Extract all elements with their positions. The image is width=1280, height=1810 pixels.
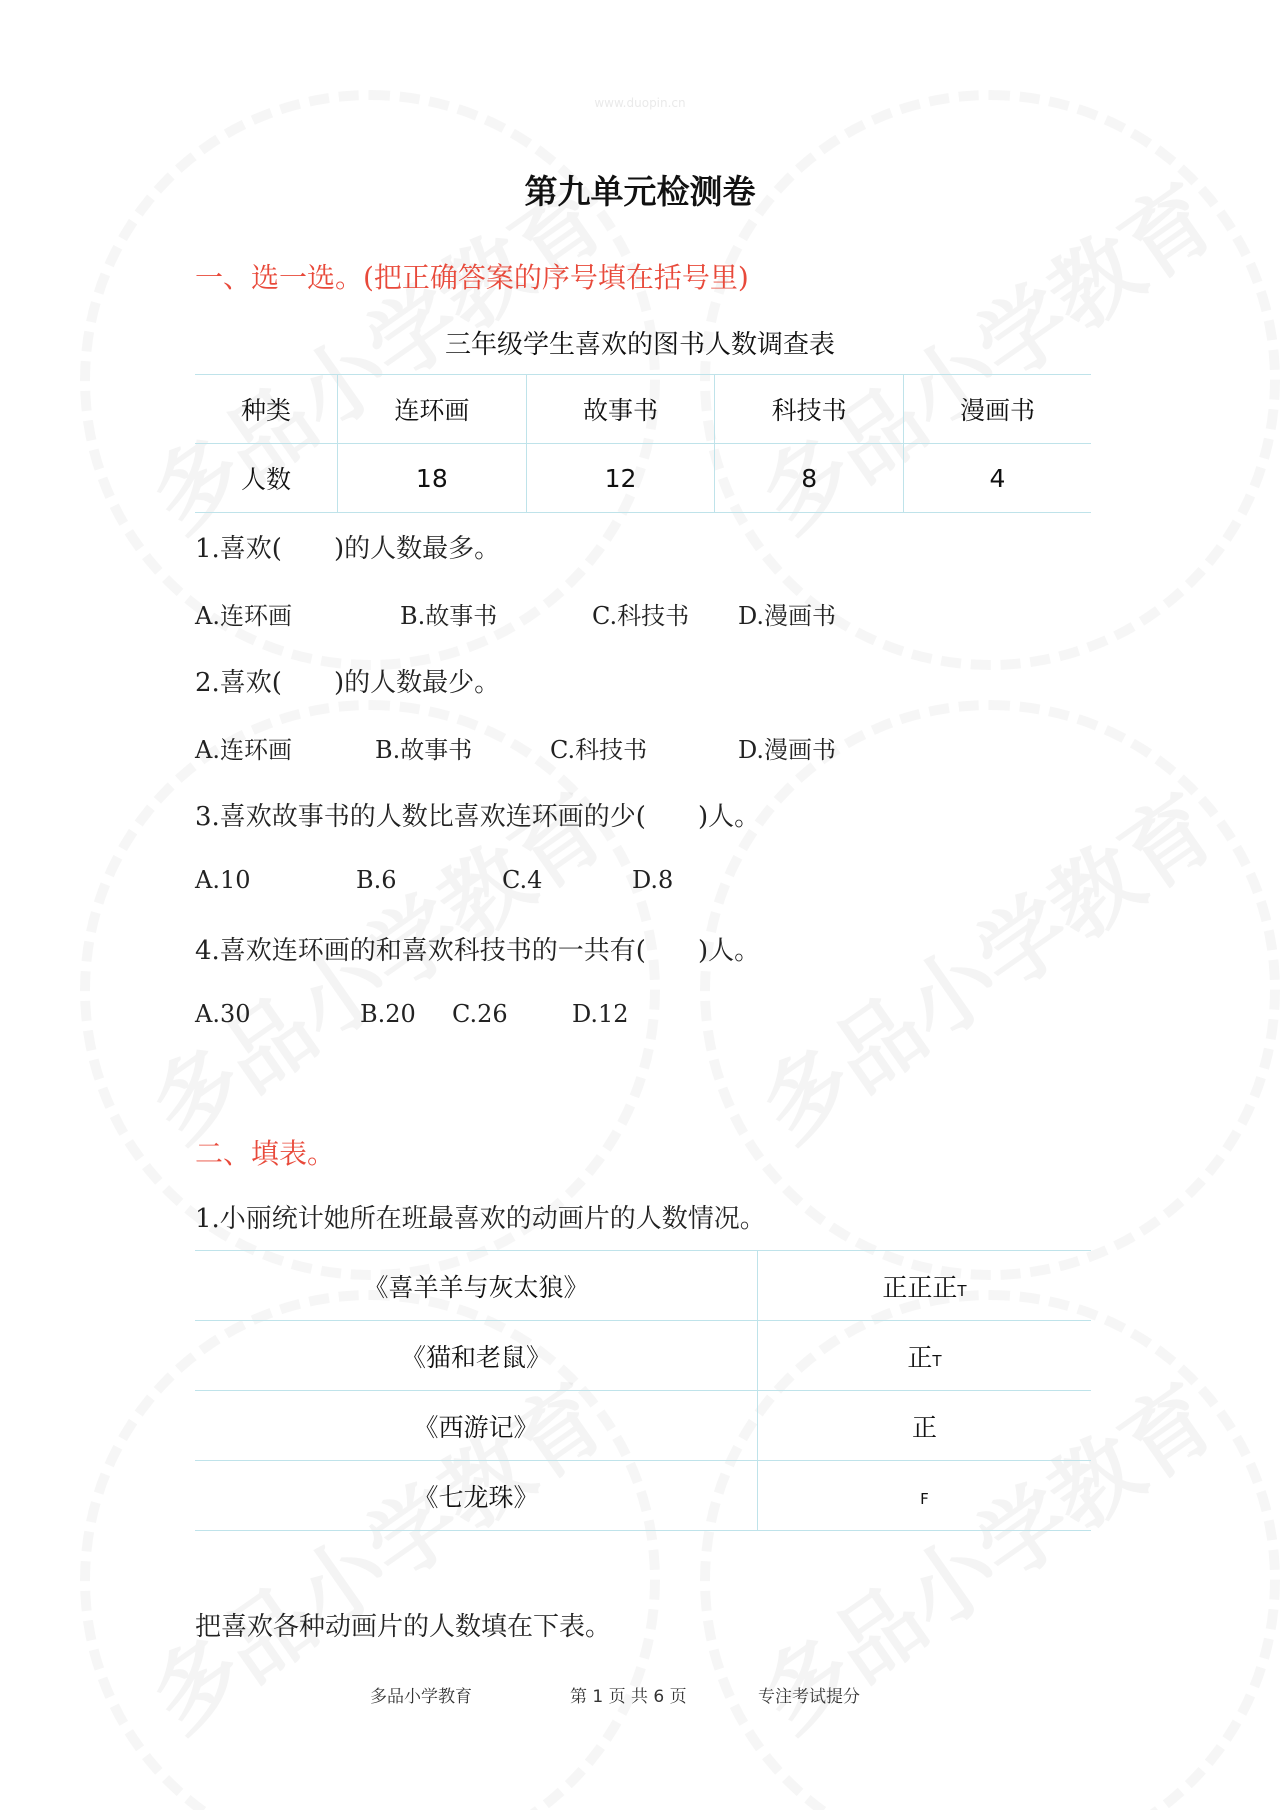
tally-cell [758, 1251, 1092, 1321]
watermark-circle [80, 700, 660, 1280]
q2-option-d: D.漫画书 [738, 736, 837, 764]
table-row [195, 1391, 1091, 1461]
survey-data-cell: 4 [904, 444, 1091, 513]
footer-page-number: 第 1 页 共 6 页 [570, 1687, 687, 1707]
q3-option-d: D.8 [632, 866, 674, 894]
q4-option-d: D.12 [572, 1000, 629, 1028]
table-row [195, 1251, 1091, 1321]
q1-option-d: D.漫画书 [738, 602, 837, 630]
survey-header-cell: 故事书 [526, 375, 715, 444]
survey-header-cell: 漫画书 [904, 375, 1091, 444]
question-4: 4.喜欢连环画的和喜欢科技书的一共有( )人。 [195, 936, 761, 966]
tally-marks: 正 [907, 1342, 933, 1372]
cartoon-name-cell: 《猫和老鼠》 [195, 1321, 758, 1391]
cartoon-name-cell: 《喜羊羊与灰太狼》 [195, 1251, 758, 1321]
q4-option-c: C.26 [452, 1000, 508, 1028]
survey-header-cell: 连环画 [338, 375, 527, 444]
question-2: 2.喜欢( )的人数最少。 [195, 668, 501, 698]
survey-table [195, 374, 1091, 513]
tally-cell [758, 1321, 1092, 1391]
survey-data-cell: 12 [526, 444, 715, 513]
survey-header-cell: 种类 [195, 375, 338, 444]
tally-extra: T [957, 1281, 967, 1300]
footer-right: 专注考试提分 [758, 1687, 860, 1707]
q1-option-a: A.连环画 [195, 602, 292, 630]
q2-option-a: A.连环画 [195, 736, 292, 764]
cartoon-tally-table [195, 1250, 1091, 1531]
q1-option-b: B.故事书 [400, 602, 498, 630]
tally-marks: 正正正 [882, 1272, 958, 1302]
survey-data-cell: 18 [338, 444, 527, 513]
watermark-circle [700, 700, 1280, 1280]
tally-extra: T [932, 1351, 942, 1370]
section2-heading: 二、填表。 [195, 1137, 336, 1170]
tally-cell [758, 1461, 1092, 1531]
q2-option-b: B.故事书 [375, 736, 473, 764]
q3-option-b: B.6 [356, 866, 397, 894]
q4-option-a: A.30 [195, 1000, 251, 1028]
survey-table-caption: 三年级学生喜欢的图书人数调查表 [444, 330, 835, 360]
footer-left: 多品小学教育 [370, 1687, 472, 1707]
survey-data-cell: 人数 [195, 444, 338, 513]
survey-data-cell: 8 [715, 444, 904, 513]
q3-option-a: A.10 [195, 866, 251, 894]
section1-heading: 一、选一选。(把正确答案的序号填在括号里) [195, 261, 749, 294]
watermark-site: www.duopin.cn [594, 96, 686, 110]
q4-option-b: B.20 [360, 1000, 416, 1028]
survey-header-cell: 科技书 [715, 375, 904, 444]
cartoon-name-cell: 《西游记》 [195, 1391, 758, 1461]
tally-marks: 正 [911, 1412, 937, 1442]
table-row [195, 1461, 1091, 1531]
watermark-text [732, 760, 1237, 1166]
q2-option-c: C.科技书 [550, 736, 648, 764]
survey-header-row [195, 375, 1091, 444]
section2-question-1: 1.小丽统计她所在班最喜欢的动画片的人数情况。 [195, 1204, 766, 1234]
table-row [195, 1321, 1091, 1391]
q3-option-c: C.4 [502, 866, 543, 894]
section2-instruction: 把喜欢各种动画片的人数填在下表。 [195, 1612, 612, 1642]
q1-option-c: C.科技书 [592, 602, 690, 630]
survey-data-row [195, 444, 1091, 513]
tally-extra: F [920, 1490, 929, 1508]
tally-cell [758, 1391, 1092, 1461]
question-1: 1.喜欢( )的人数最多。 [195, 534, 501, 564]
page-title: 第九单元检测卷 [524, 172, 756, 211]
question-3: 3.喜欢故事书的人数比喜欢连环画的少( )人。 [195, 802, 761, 832]
cartoon-name-cell: 《七龙珠》 [195, 1461, 758, 1531]
